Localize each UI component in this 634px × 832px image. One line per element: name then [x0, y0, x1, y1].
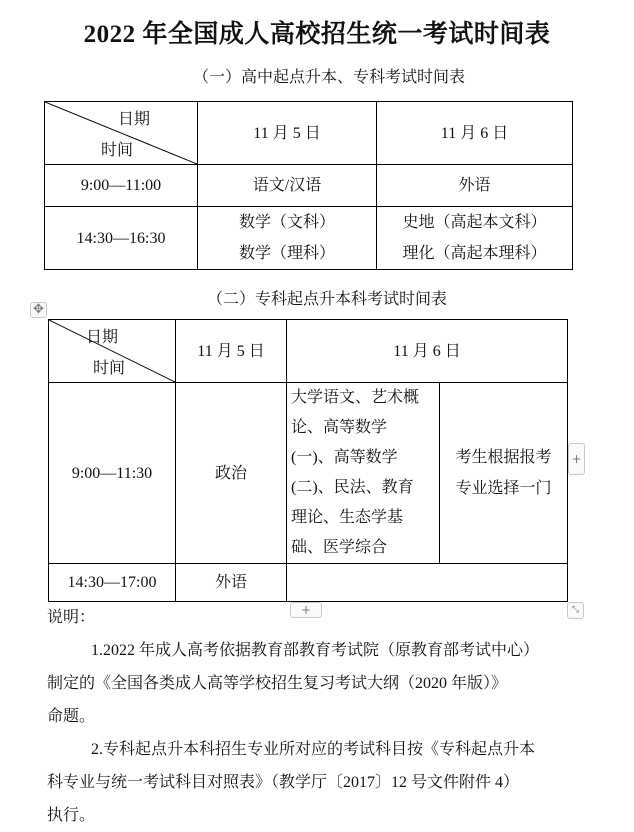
corner-header-cell: [45, 102, 198, 165]
note-cell: [440, 383, 568, 564]
table-row: [45, 207, 573, 270]
corner-time-label: 时间: [100, 142, 133, 159]
add-column-button[interactable]: +: [568, 443, 585, 475]
corner-date-label: 日期: [85, 329, 118, 346]
column-header-nov5: 11 月 5 日: [176, 320, 287, 383]
table-row: [49, 564, 568, 602]
section1-heading: （一）高中起点升本、专科考试时间表: [192, 69, 465, 86]
subject-list-cell: [287, 383, 440, 564]
subject-line: 大学语文、艺术概: [291, 389, 420, 406]
corner-header-cell: [49, 320, 176, 383]
schedule-table-2: [48, 319, 568, 602]
table-row: [49, 383, 568, 564]
document-title: 2022 年全国成人高校招生统一考试时间表: [83, 21, 551, 48]
notes-section: [47, 601, 567, 832]
subject-cell: [377, 207, 573, 270]
notes-label: 说明：: [47, 609, 96, 626]
column-header-nov6: 11 月 6 日: [287, 320, 568, 383]
corner-date-label: 日期: [117, 111, 150, 128]
note-text: 科专业与统一考试科目对照表》（教学厅〔2017〕12 号文件附件 4）: [47, 774, 520, 791]
subject-cell: 语文/汉语: [198, 165, 377, 207]
subject-line: (一)、高等数学: [291, 449, 398, 466]
subject-line: 理化（高起本理科）: [402, 245, 547, 262]
subject-line: 论、高等数学: [291, 419, 388, 436]
subject-cell: 外语: [377, 165, 573, 207]
move-icon[interactable]: ✥: [30, 302, 47, 318]
subject-cell: [287, 564, 568, 602]
corner-time-label: 时间: [92, 360, 125, 377]
schedule-table-1: [44, 101, 573, 270]
subject-cell: 外语: [176, 564, 287, 602]
time-cell: 14:30—16:30: [45, 207, 198, 270]
resize-icon[interactable]: ⤡: [567, 602, 584, 619]
note-text: 1.2022 年成人高考依据教育部教育考试院（原教育部考试中心）: [91, 642, 540, 659]
subject-line: 史地（高起本文科）: [402, 214, 547, 231]
subject-line: (二)、民法、教育: [291, 479, 414, 496]
note-item-1: [47, 634, 567, 733]
subject-line: 础、医学综合: [291, 539, 388, 556]
subject-line: 数学（理科）: [238, 245, 335, 262]
column-header-nov6: 11 月 6 日: [377, 102, 573, 165]
time-cell: 14:30—17:00: [49, 564, 176, 602]
subject-cell: 政治: [176, 383, 287, 564]
note-text: 2.专科起点升本科招生专业所对应的考试科目按《专科起点升本: [91, 741, 536, 758]
section2-heading: （二）专科起点升本科考试时间表: [206, 291, 447, 308]
add-row-button[interactable]: +: [290, 602, 322, 618]
subject-line: 理论、生态学基: [291, 509, 404, 526]
subject-cell: [198, 207, 377, 270]
table-row: [45, 165, 573, 207]
note-text: 命题。: [47, 708, 96, 725]
note-line: 专业选择一门: [455, 480, 552, 497]
note-line: 考生根据报考: [455, 449, 552, 466]
note-text: 制定的《全国各类成人高等学校招生复习考试大纲（2020 年版）》: [47, 675, 508, 692]
column-header-nov5: 11 月 5 日: [198, 102, 377, 165]
time-cell: 9:00—11:00: [45, 165, 198, 207]
note-text: 执行。: [47, 807, 96, 824]
time-cell: 9:00—11:30: [49, 383, 176, 564]
subject-line: 数学（文科）: [238, 214, 335, 231]
